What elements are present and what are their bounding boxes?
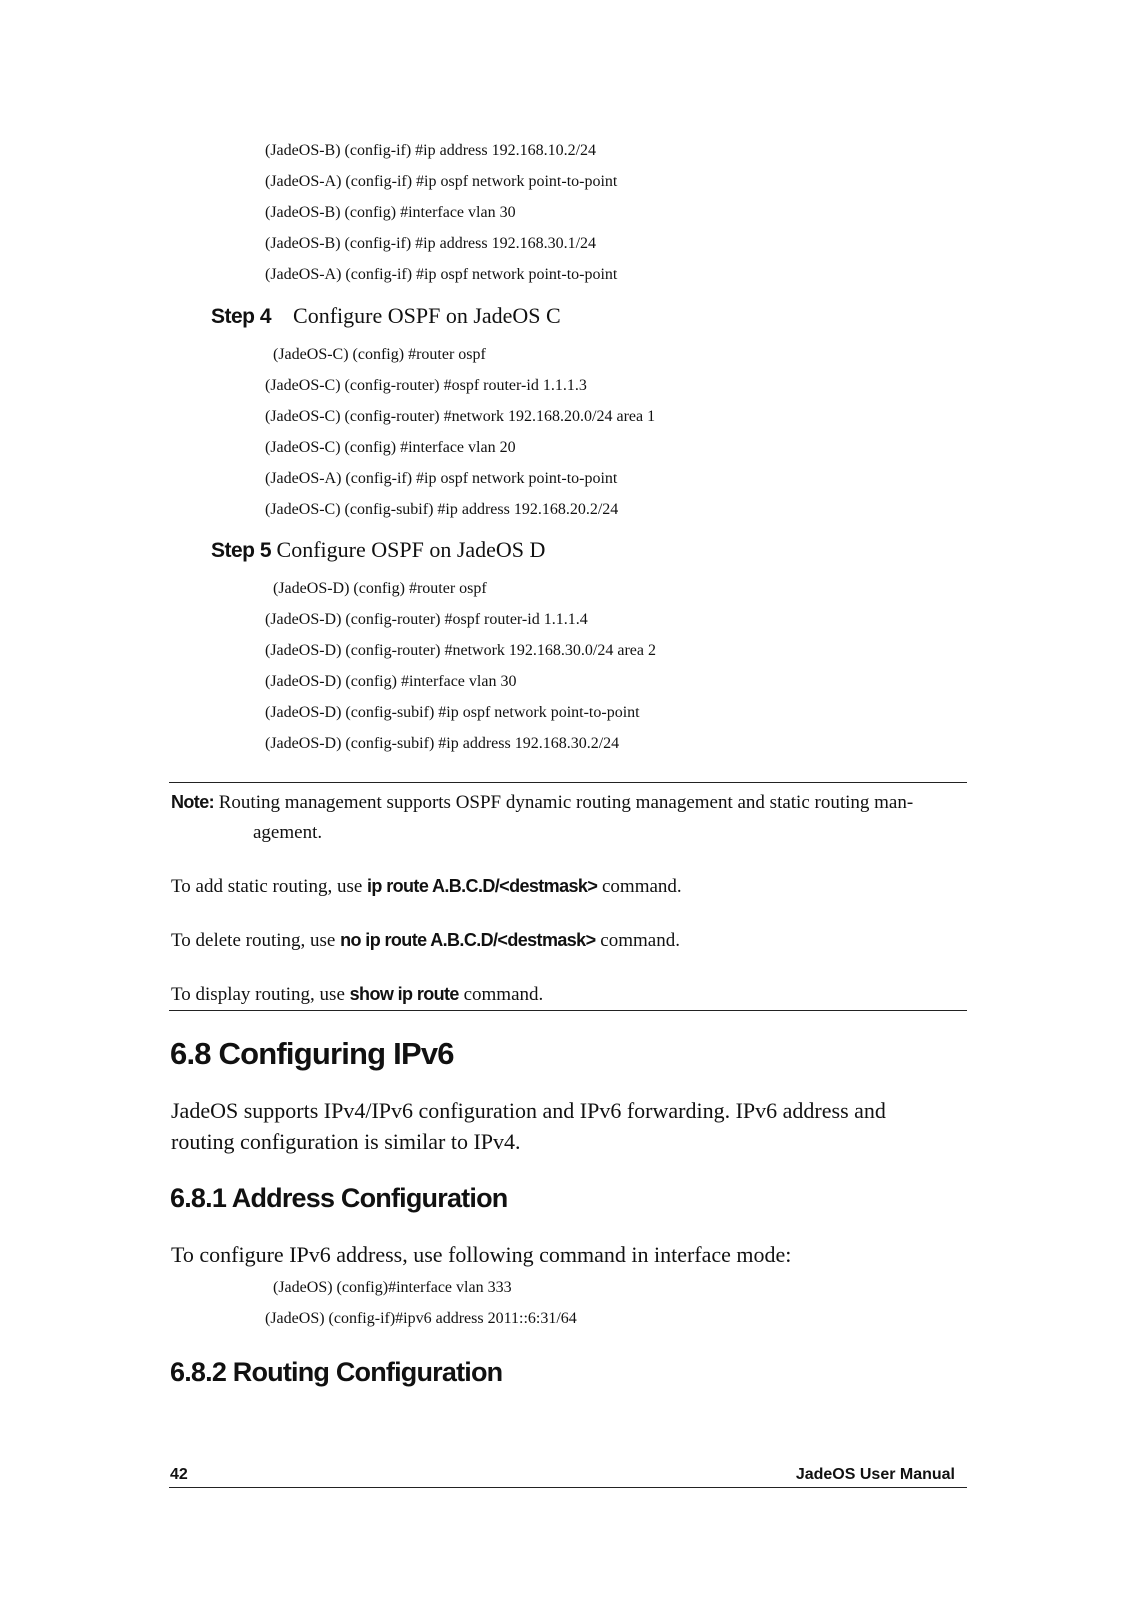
step-4-label: Step 4 [211, 305, 272, 328]
code-line: (JadeOS-A) (config-if) #ip ospf network point-to-point [265, 266, 618, 283]
footer-rule [169, 1487, 967, 1488]
note-delete [171, 927, 680, 954]
section-6-8-para-line-1: JadeOS supports IPv4/IPv6 configuration and IPv6 forwarding. IPv6 address and [171, 1098, 886, 1123]
code-line: (JadeOS-B) (config-if) #ip address 192.168.10.2/24 [265, 142, 597, 159]
note-display-post: command. [458, 984, 544, 1005]
note-add-static [171, 873, 682, 900]
note-display-pre: To display routing, use [171, 984, 350, 1005]
code-line: (JadeOS-D) (config-router) #ospf router-id 1.1.1.4 [265, 611, 588, 628]
code-line: (JadeOS-C) (config) #interface vlan 20 [265, 439, 516, 456]
note-top-rule [169, 782, 967, 783]
code-line: (JadeOS-D) (config) #router ospf [273, 580, 487, 597]
note-delete-post: command. [595, 930, 680, 951]
step-5-label: Step 5 [211, 539, 272, 562]
section-6-8-1-heading: 6.8.1 Address Configuration [170, 1183, 508, 1213]
section-6-8-heading: 6.8 Configuring IPv6 [170, 1036, 454, 1071]
code-line: (JadeOS-D) (config) #interface vlan 30 [265, 673, 517, 690]
manual-title: JadeOS User Manual [795, 1466, 955, 1483]
code-line: (JadeOS-B) (config-if) #ip address 192.168.30.1/24 [265, 235, 597, 252]
code-line: (JadeOS-C) (config-router) #ospf router-id 1.1.1.3 [265, 377, 587, 394]
code-line: (JadeOS) (config-if)#ipv6 address 2011::6:31/64 [265, 1310, 577, 1327]
step-4-text: Configure OSPF on JadeOS C [293, 303, 561, 328]
note-add-cmd: ip route A.B.C.D/<destmask> [367, 876, 598, 896]
code-line: (JadeOS-D) (config-subif) #ip ospf network point-to-point [265, 704, 640, 721]
note-bottom-rule [169, 1010, 967, 1011]
step-4-heading [211, 302, 561, 331]
note-add-pre: To add static routing, use [171, 876, 368, 897]
code-line: (JadeOS-B) (config) #interface vlan 30 [265, 204, 516, 221]
code-line: (JadeOS-C) (config-router) #network 192.168.20.0/24 area 1 [265, 408, 656, 425]
page-number: 42 [170, 1466, 188, 1483]
code-line: (JadeOS-D) (config-router) #network 192.168.30.0/24 area 2 [265, 642, 656, 659]
code-line: (JadeOS-D) (config-subif) #ip address 192.168.30.2/24 [265, 735, 620, 752]
note-text: Routing management supports OSPF dynamic routing management and static routing man- [218, 792, 914, 813]
note-display-cmd: show ip route [349, 984, 459, 1004]
section-6-8-2-heading: 6.8.2 Routing Configuration [170, 1357, 503, 1387]
note-label: Note: [171, 792, 214, 812]
code-line: (JadeOS-A) (config-if) #ip ospf network point-to-point [265, 173, 618, 190]
note-add-post: command. [597, 876, 682, 897]
section-6-8-1-para: To configure IPv6 address, use following command in interface mode: [171, 1242, 792, 1267]
step-5-text: Configure OSPF on JadeOS D [276, 537, 546, 562]
code-line: (JadeOS-A) (config-if) #ip ospf network point-to-point [265, 470, 618, 487]
code-line: (JadeOS) (config)#interface vlan 333 [273, 1279, 512, 1296]
note-delete-pre: To delete routing, use [171, 930, 341, 951]
section-6-8-para-line-2: routing configuration is similar to IPv4. [171, 1129, 521, 1154]
note-line-2: agement. [253, 822, 323, 843]
note-display [171, 981, 543, 1008]
step-5-heading [211, 536, 545, 565]
code-line: (JadeOS-C) (config-subif) #ip address 192.168.20.2/24 [265, 501, 619, 518]
code-line: (JadeOS-C) (config) #router ospf [273, 346, 486, 363]
note-line-1 [171, 789, 913, 816]
note-delete-cmd: no ip route A.B.C.D/<destmask> [340, 930, 596, 950]
